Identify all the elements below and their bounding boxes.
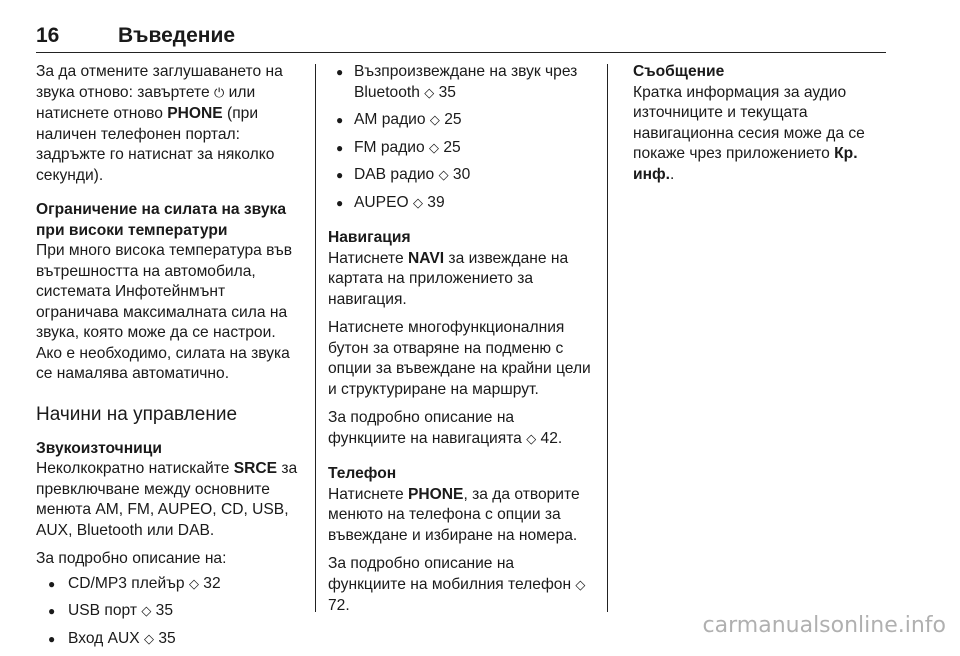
page-ref[interactable]: 30 — [452, 166, 471, 183]
navi-key-label: NAVI — [407, 249, 445, 267]
column-2 — [328, 62, 596, 625]
list-item: ● DAB радио ◇ 30 — [328, 165, 596, 187]
page-ref[interactable]: 35 — [158, 629, 176, 647]
page-ref[interactable]: 35 — [438, 83, 456, 101]
page-ref[interactable]: 39 — [427, 193, 445, 211]
page-ref[interactable]: 25 — [443, 138, 461, 156]
page-ref[interactable]: 72 — [328, 597, 346, 614]
page-ref-icon: ◇ — [188, 576, 199, 592]
page-ref-icon: ◇ — [429, 113, 440, 128]
sources-paragraph: Неколкократно натискайте SRCE за превключване между основните менюта AM, FM, AUPEO, CD, USB, AUX, Bluetooth или DAB. — [36, 460, 298, 539]
phone-paragraph: Натиснете PHONE, за да отворите менюто на телефона с опции за въвеждане и избиране на номера. — [328, 485, 580, 544]
list-item: ● Възпроизвеждане на звук чрез Bluetooth ◇ 35 — [328, 62, 596, 104]
page-ref-icon: ◇ — [575, 577, 586, 593]
page-ref[interactable]: 32 — [203, 574, 221, 592]
column-3 — [633, 62, 893, 193]
intro-paragraph: За да отмените заглушаването на звука отново: завъртете ⏻ или натиснете отново PHONE (при наличен телефонен портал: задръжте го натиснат за няколко секунди). — [36, 63, 283, 184]
page-ref-icon: ◇ — [424, 85, 435, 101]
sources-heading: Звукоизточници — [36, 439, 162, 457]
list-item: ● FM радио ◇ 25 — [328, 138, 596, 160]
phone-detail: За подробно описание на функциите на мобилния телефон ◇ 72. — [328, 555, 586, 614]
power-icon: ⏻ — [214, 85, 225, 101]
source-list — [36, 574, 304, 651]
list-item: ● Вход AUX ◇ 35 — [36, 629, 304, 651]
limit-heading: Ограничение на силата на звука при високи температури — [36, 201, 286, 239]
detail-paragraph: За подробно описание на: — [36, 550, 227, 567]
navigation-paragraph-2: Натиснете многофункционалния бутон за отваряне на подменю с опции за въвеждане на крайни цели и структуриране на маршрут. — [328, 319, 591, 398]
list-item: ● USB порт ◇ 35 — [36, 601, 304, 623]
page-title: Въведение — [118, 24, 236, 47]
phone-key-label: PHONE — [167, 105, 223, 122]
page-ref-icon: ◇ — [429, 140, 440, 156]
page-ref-icon: ◇ — [438, 168, 449, 183]
list-item: ● AM радио ◇ 25 — [328, 110, 596, 132]
column-divider — [315, 64, 316, 612]
page-ref[interactable]: 42 — [540, 429, 558, 447]
page-ref-icon: ◇ — [412, 195, 423, 211]
column-1 — [36, 62, 304, 656]
limit-paragraph: При много висока температура във вътрешността на автомобила, системата Инфотейнмънт ограничава максималната сила на звука, която може да се настрои. Ако е необходимо, силата на звука се намалява автоматично. — [36, 242, 292, 382]
column-divider — [607, 64, 608, 612]
page-ref-icon: ◇ — [141, 604, 152, 619]
message-heading: Съобщение — [633, 63, 725, 80]
page-ref[interactable]: 25 — [444, 111, 462, 128]
info-key-label: Кр. инф. — [633, 145, 858, 183]
page-ref-icon: ◇ — [526, 431, 537, 447]
navigation-heading: Навигация — [328, 229, 411, 246]
phone-key-label: PHONE — [407, 485, 464, 503]
phone-heading: Телефон — [328, 465, 397, 482]
navigation-detail: За подробно описание на функциите на навигацията ◇ 42. — [328, 409, 563, 447]
section-heading: Начини на управление — [36, 403, 238, 425]
page-ref[interactable]: 35 — [155, 602, 174, 619]
source-list-continued — [328, 62, 596, 214]
list-item: ● CD/MP3 плейър ◇ 32 — [36, 574, 304, 596]
page-number: 16 — [36, 24, 60, 47]
page-header — [36, 22, 886, 53]
message-paragraph: Кратка информация за аудио източниците и текущата навигационна сесия може да се покаже чрез приложението Кр. инф.. — [633, 83, 865, 183]
navigation-paragraph: Натиснете NAVI за извеждане на картата на приложението за навигация. — [328, 249, 569, 308]
page-ref-icon: ◇ — [144, 631, 155, 647]
list-item: ● AUPEO ◇ 39 — [328, 193, 596, 215]
srce-key-label: SRCE — [233, 460, 278, 477]
watermark-text: carmanualsonline.info — [702, 613, 946, 638]
